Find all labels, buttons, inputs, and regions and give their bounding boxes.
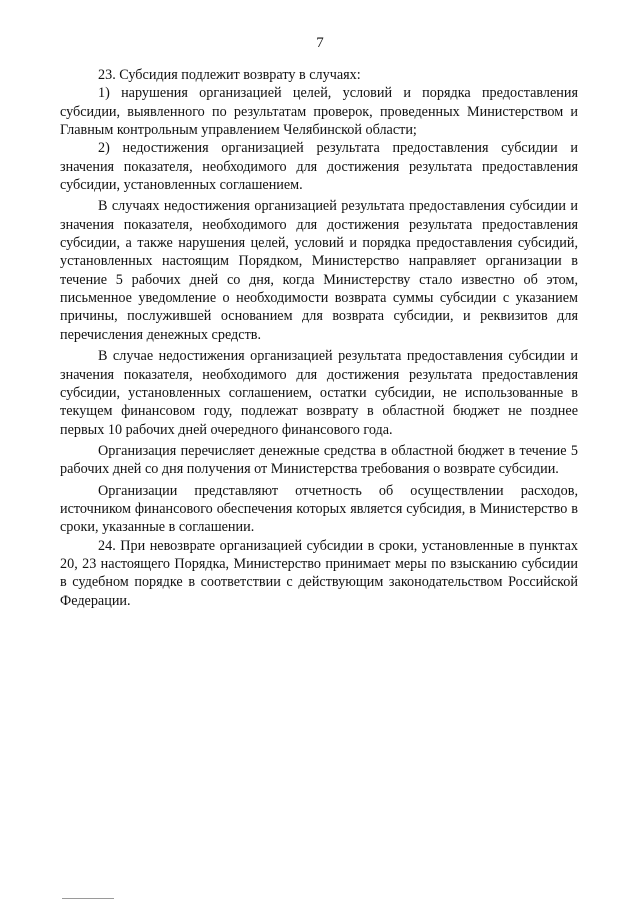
- paragraph-reporting: Организации представляют отчетность об осуществлении расходов, источником финансового обеспечения которых является субсидия, в Министерство в сроки, указанные в соглашении.: [60, 482, 578, 536]
- scan-edge-mark: [62, 898, 114, 899]
- paragraph-23-intro: 23. Субсидия подлежит возврату в случаях:: [98, 67, 361, 83]
- paragraph-transfer-deadline: Организация перечисляет денежные средства в областной бюджет в течение 5 рабочих дней со дня получения от Министерства требования о возврате субсидии.: [60, 442, 578, 478]
- paragraph-unused-balance: В случае недостижения организацией результата предоставления субсидии и значения показателя, необходимого для достижения результата предоставления субсидии, установленных соглашением, остатки субсидии, не использованные в текущем финансовом году, подлежат возврату в областной бюджет не позднее первых 10 рабочих дней очередного финансового года.: [60, 348, 578, 438]
- paragraph-24: 24. При невозврате организацией субсидии в сроки, установленные в пунктах 20, 23 настоящего Порядка, Министерство принимает меры по взысканию субсидии в судебном порядке в соответствии с действующим законодательством Российской Федерации.: [60, 537, 578, 609]
- page-number: 7: [316, 35, 324, 51]
- paragraph-notification: В случаях недостижения организацией результата предоставления субсидии и значения показателя, необходимого для достижения результата предоставления субсидии, а также нарушения целей, условий и порядка предоставления субсидий, установленных настоящим Порядком, Министерство направляет организации в течение 5 рабочих дней со дня, когда Министерству стало известно об этом, письменное уведомление о необходимости возврата суммы субсидии с указанием причины, послужившей основанием для возврата субсидии, и реквизитов для перечисления денежных средств.: [60, 198, 578, 343]
- paragraph-23-item-1: 1) нарушения организацией целей, условий и порядка предоставления субсидии, выявленного по результатам проверок, проведенных Министерством и Главным контрольным управлением Челябинской области;: [60, 85, 578, 139]
- document-body: [60, 66, 578, 610]
- paragraph-23-item-2: 2) недостижения организацией результата предоставления субсидии и значения показателя, необходимого для достижения результата предоставления субсидии, установленных соглашением.: [60, 140, 578, 194]
